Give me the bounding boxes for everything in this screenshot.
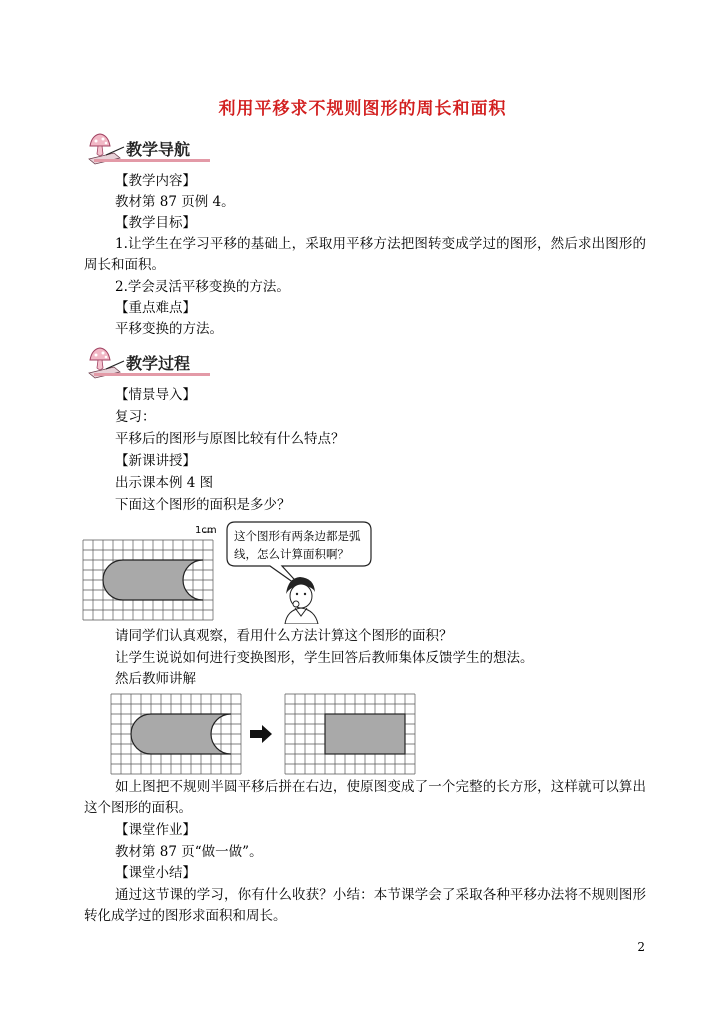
text-line: 平移变换的方法。 [115,321,223,337]
unit-label: 1cm [195,525,217,536]
heading: 【情景导入】 [115,387,196,403]
arrow-right-icon [250,725,272,743]
text-line: 让学生说说如何进行变换图形，学生回答后教师集体反馈学生的想法。 [115,650,534,666]
translation-figure [110,693,416,775]
text-line: 教材第 87 页例 4。 [115,194,235,210]
text-line: 平移后的图形与原图比较有什么特点？ [115,431,345,447]
paragraph: 1.让学生在学习平移的基础上，采取用平移方法把图转变成学过的图形，然后求出图形的周长和面积。 [84,236,646,273]
page-title: 利用平移求不规则图形的周长和面积 [218,99,507,119]
section-banner-process [84,346,210,380]
example-figure [82,520,372,624]
divider [94,373,210,376]
section-title: 教学过程 [126,354,191,373]
text-line: 出示课本例 4 图 [115,475,214,491]
page-number: 2 [637,940,645,954]
bubble-line-1: 这个图形有两条边都是弧 [234,529,361,543]
text-line: 教材第 87 页“做一做”。 [115,844,263,860]
text-line: 然后教师讲解 [115,671,196,687]
heading: 【教学内容】 [115,173,196,189]
text-line: 下面这个图形的面积是多少？ [115,497,291,513]
student-illustration [285,577,318,624]
heading: 【教学目标】 [115,215,196,231]
paragraph: 如上图把不规则半圆平移后拼在右边，使原图变成了一个完整的长方形，这样就可以算出这个图形的面积。 [84,779,646,816]
heading: 【新课讲授】 [115,453,196,469]
text-line: 2.学会灵活平移变换的方法。 [115,279,290,295]
section-banner-guide [84,132,210,166]
section-title: 教学导航 [126,140,191,159]
text-line: 请同学们认真观察，看用什么方法计算这个图形的面积？ [115,628,453,644]
paragraph: 通过这节课的学习，你有什么收获？小结：本节课学会了采取各种平移办法将不规则图形转化成学过的图形求面积和周长。 [84,887,646,924]
bubble-line-2: 线，怎么计算面积啊？ [234,547,349,561]
text-line: 复习： [115,409,156,425]
heading: 【课堂作业】 [115,822,196,838]
heading: 【重点难点】 [115,300,196,316]
rectangle-shape [325,714,405,754]
divider [94,159,210,162]
heading: 【课堂小结】 [115,865,196,881]
